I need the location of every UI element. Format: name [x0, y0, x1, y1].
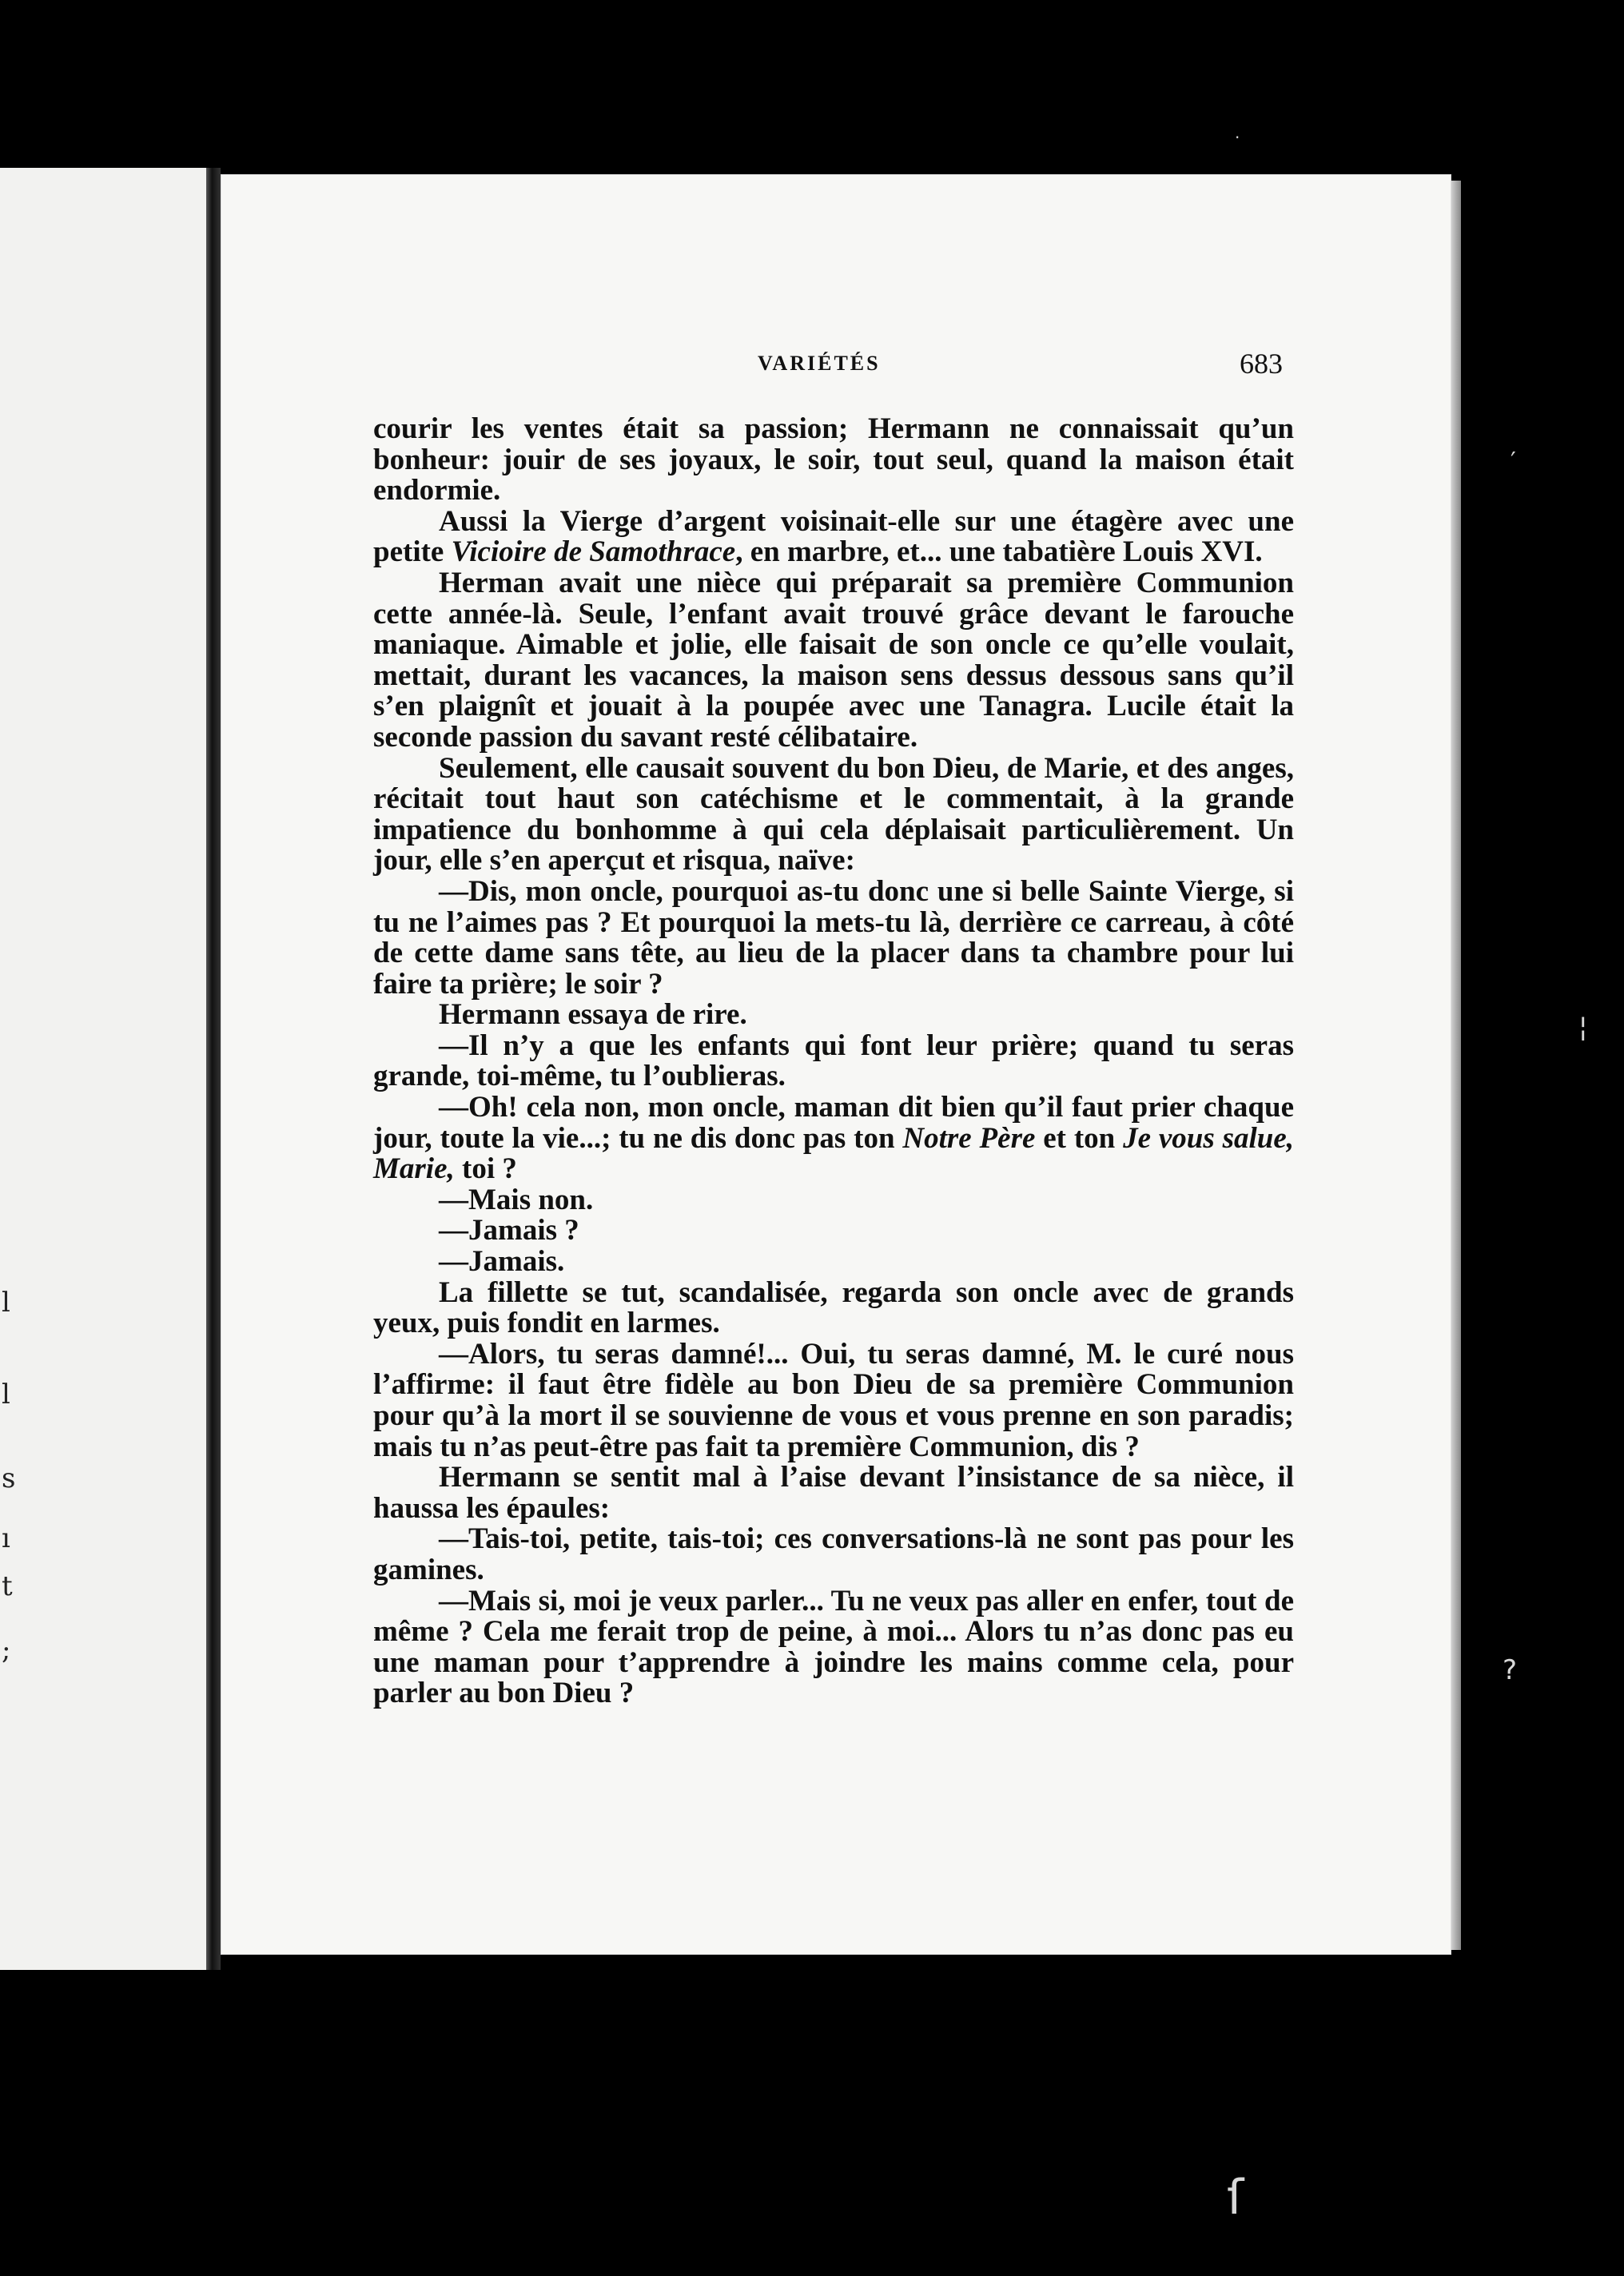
paragraph-text: toi ?: [454, 1152, 517, 1186]
paragraph: [373, 1092, 1294, 1185]
paragraph: [373, 1216, 1294, 1247]
page-number: 683: [1240, 348, 1283, 380]
paragraph: [373, 1462, 1294, 1524]
paragraph-text: —Mais non.: [439, 1183, 594, 1216]
paragraph-text: —Dis, mon oncle, pourquoi as-tu donc une si belle Sainte Vierge, si tu ne l’aimes pas ? Et pourquoi la mets-tu là, derrière ce carreau, à côté de cette dame sans tête, au lieu de la placer dans ta chambre pour lui faire ta prière; le soir ?: [373, 874, 1294, 1001]
paragraph: [373, 1185, 1294, 1216]
paragraph: [373, 751, 1294, 877]
italic-title: Notre Père: [902, 1121, 1036, 1155]
scan-speck: ′: [1511, 448, 1516, 475]
facing-page-character: s: [2, 1462, 16, 1494]
paragraph-text: —Il n’y a que les enfants qui font leur prière; quand tu seras grande, toi-même, tu l’oublieras.: [373, 1029, 1294, 1093]
paragraph-text: —Jamais.: [439, 1245, 565, 1279]
page-content: [221, 174, 1451, 1955]
paragraph: [373, 568, 1294, 754]
paragraph: [373, 1275, 1294, 1340]
paragraph: [373, 1586, 1294, 1709]
running-head: [221, 348, 1451, 392]
facing-page-character: l: [2, 1287, 10, 1319]
paragraph: [373, 1031, 1294, 1092]
paragraph-text: Hermann se sentit mal à l’aise devant l’insistance de sa nièce, il haussa les épaules:: [373, 1461, 1294, 1525]
paragraph: [373, 1000, 1294, 1031]
italic-title: Je vous salue, Marie,: [373, 1121, 1295, 1186]
paragraph-text: —Tais-toi, petite, tais-toi; ces conversations-là ne sont pas pour les gamines.: [373, 1522, 1294, 1586]
facing-page-character: l: [2, 1379, 10, 1411]
paragraph: [373, 414, 1294, 507]
paragraph-text: courir les ventes était sa passion; Hermann ne connaissait qu’un bonheur: jouir de ses joyaux, le soir, tout seul, quand la maison était endormie.: [373, 412, 1294, 507]
body-text: [373, 414, 1294, 1709]
paragraph-text: La fillette se tut, scandalisée, regarda son oncle avec de grands yeux, puis fondit en larmes.: [373, 1275, 1294, 1340]
paragraph-text: Herman avait une nièce qui préparait sa première Communion cette année-là. Seule, l’enfant avait trouvé grâce devant le farouche maniaque. Aimable et jolie, elle faisait de son oncle ce qu’elle voulait, mettait, durant les vacances, la maison sens dessus dessous sans qu’il s’en plaignît et jouait à la poupée avec une Tanagra. Lucile était la seconde passion du savant resté célibataire.: [373, 566, 1294, 754]
paragraph-text: Seulement, elle causait souvent du bon Dieu, de Marie, et des anges, récitait tout haut son catéchisme et le commentait, à la grande impatience du bonhomme à qui cela déplaisait particulièrement. Un jour, elle s’en aperçut et risqua, naïve:: [373, 751, 1294, 877]
running-head-title: VARIÉTÉS: [758, 352, 881, 375]
paragraph-text: Hermann essaya de rire.: [439, 998, 747, 1032]
paragraph-text: , en marbre, et... une tabatière Louis XVI.: [735, 535, 1263, 569]
paragraph-text: —Alors, tu seras damné!... Oui, tu seras damné, M. le curé nous l’affirme: il faut être fidèle au bon Dieu de sa première Communion pour qu’à la mort il se souvienne de vous et vous prenne en son paradis; mais tu n’as peut-être pas fait ta première Communion, dis ?: [373, 1337, 1294, 1463]
paragraph-text: et ton: [1035, 1121, 1124, 1155]
paragraph: [373, 504, 1294, 569]
facing-page-left: [0, 168, 206, 1970]
paragraph-text: —Mais si, moi je veux parler... Tu ne veux pas aller en enfer, tout de même ? Cela me ferait trop de peine, à moi... Alors tu n’as donc pas eu une maman pour t’apprendre à joindre les mains comme cela, pour parler au bon Dieu ?: [373, 1584, 1294, 1710]
facing-page-character: ı: [2, 1522, 10, 1554]
paragraph-text: —Oh! cela non, mon oncle, maman dit bien qu’il faut prier chaque jour, toute la vie...; tu ne dis donc pas ton: [373, 1091, 1294, 1155]
paragraph: [373, 1524, 1294, 1586]
page-edge-shadow: [1451, 181, 1461, 1950]
italic-title: Vicioire de Samothrace: [451, 535, 736, 569]
paragraph-text: —Jamais ?: [439, 1214, 579, 1247]
facing-page-edge-characters: [0, 168, 24, 1970]
paragraph: [373, 1247, 1294, 1278]
scan-speck: ·: [1235, 128, 1240, 147]
paragraph: [373, 1339, 1294, 1462]
scan-speck: ſ: [1227, 2170, 1244, 2226]
book-gutter: [206, 168, 221, 1970]
paragraph-text: Aussi la Vierge d’argent voisinait-elle sur une étagère avec une petite: [373, 504, 1294, 569]
facing-page-character: ;: [2, 1634, 11, 1666]
facing-page-character: t: [2, 1570, 13, 1602]
scan-speck: ?: [1503, 1654, 1518, 1686]
scan-speck: ¦: [1578, 1011, 1588, 1043]
paragraph: [373, 874, 1294, 1001]
